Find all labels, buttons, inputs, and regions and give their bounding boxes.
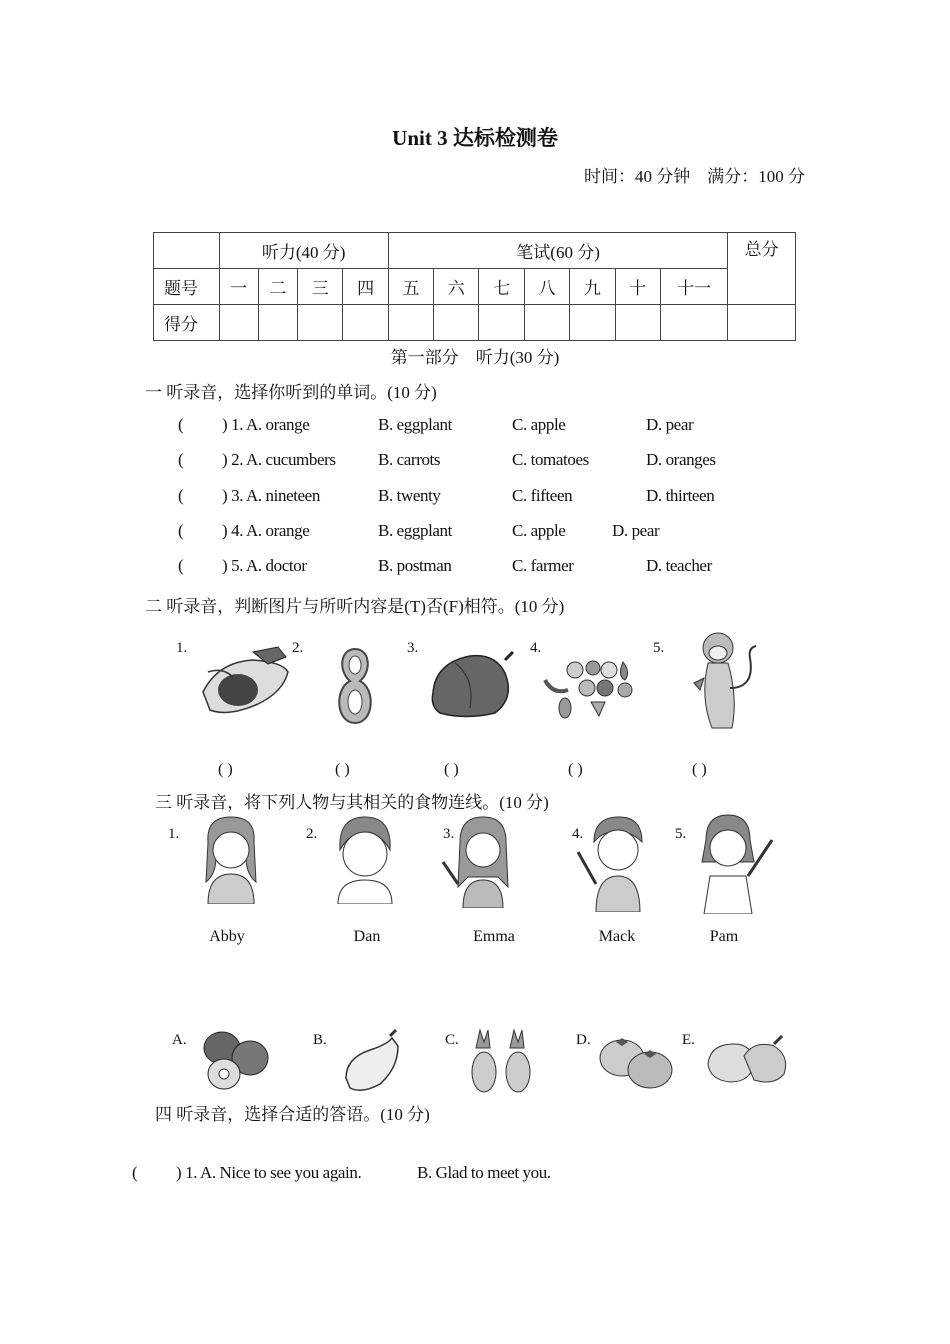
score-cell[interactable]	[660, 305, 728, 341]
score-cell[interactable]	[479, 305, 524, 341]
col-number: 四	[343, 269, 388, 305]
person-label: 5.	[675, 826, 687, 842]
eggplant-illustration	[340, 1028, 404, 1094]
person-label: 4.	[572, 826, 584, 842]
section4-heading: 四 听录音，选择合适的答语。(10 分)	[155, 1105, 430, 1124]
picture-label: 2.	[292, 640, 304, 656]
option-d: D. teacher	[646, 556, 712, 575]
person-name: Abby	[209, 928, 245, 945]
row-label-score: 得分	[154, 305, 220, 341]
option-d: D. pear	[646, 415, 694, 434]
option-d: D. oranges	[646, 450, 716, 469]
answer-blank[interactable]: ( )	[568, 761, 583, 778]
option-a: ) 3. A. nineteen	[222, 486, 320, 505]
answer-blank[interactable]: ( )	[218, 761, 233, 778]
option-d: D. thirteen	[646, 486, 715, 505]
girl-pam-illustration	[688, 810, 778, 914]
person-name: Emma	[473, 928, 515, 945]
boy-mack-illustration	[574, 812, 646, 912]
picture-label: 5.	[653, 640, 665, 656]
score-cell[interactable]	[728, 305, 796, 341]
answer-paren[interactable]: (	[178, 521, 184, 540]
option-c: C. apple	[512, 521, 566, 540]
answer-blank[interactable]: ( )	[444, 761, 459, 778]
person-name: Dan	[353, 928, 381, 945]
food-label: E.	[682, 1032, 695, 1048]
tomato-illustration	[598, 1034, 676, 1090]
food-label: C.	[445, 1032, 459, 1048]
col-number: 九	[570, 269, 615, 305]
section3-heading: 三 听录音，将下列人物与其相关的食物连线。(10 分)	[155, 793, 549, 812]
listening-header: 听力(40 分)	[219, 233, 388, 269]
writing-header: 笔试(60 分)	[388, 233, 728, 269]
score-cell[interactable]	[388, 305, 433, 341]
person-label: 1.	[168, 826, 180, 842]
col-number: 五	[388, 269, 433, 305]
option-a: ) 5. A. doctor	[222, 556, 307, 575]
option-c: C. apple	[512, 415, 566, 434]
monkey-illustration	[690, 628, 760, 736]
food-label: D.	[576, 1032, 591, 1048]
green-pepper-food-illustration	[704, 1034, 790, 1086]
score-cell[interactable]	[615, 305, 660, 341]
score-table	[153, 232, 796, 341]
number-eight-illustration	[330, 645, 380, 727]
option-c: C. farmer	[512, 556, 574, 575]
option-d: D. pear	[612, 521, 660, 540]
option-b: B. eggplant	[378, 521, 452, 540]
food-label: B.	[313, 1032, 327, 1048]
picture-label: 1.	[176, 640, 188, 656]
score-cell[interactable]	[524, 305, 569, 341]
option-c: C. tomatoes	[512, 450, 589, 469]
option-b: B. Glad to meet you.	[417, 1163, 551, 1182]
person-name: Pam	[709, 928, 739, 945]
score-cell[interactable]	[219, 305, 258, 341]
section1-heading: 一 听录音，选择你听到的单词。(10 分)	[145, 383, 437, 402]
kiwi-illustration	[200, 1028, 270, 1092]
option-a: ) 1. A. orange	[222, 415, 310, 434]
boy-dan-illustration	[330, 812, 400, 904]
answer-paren[interactable]: (	[132, 1163, 138, 1182]
answer-paren[interactable]: (	[178, 450, 184, 469]
option-b: B. eggplant	[378, 415, 452, 434]
option-a: ) 4. A. orange	[222, 521, 310, 540]
score-cell[interactable]	[343, 305, 388, 341]
exam-meta: 时间：40 分钟 满分：100 分	[584, 167, 805, 186]
col-number: 七	[479, 269, 524, 305]
girl-abby-illustration	[196, 812, 266, 904]
answer-paren[interactable]: (	[178, 556, 184, 575]
girl-emma-illustration	[438, 812, 522, 908]
fruits-illustration	[543, 650, 638, 722]
pineapple-illustration	[468, 1028, 538, 1094]
picture-label: 3.	[407, 640, 419, 656]
col-number: 一	[219, 269, 258, 305]
score-cell[interactable]	[434, 305, 479, 341]
option-b: B. carrots	[378, 450, 441, 469]
row-label-number: 题号	[154, 269, 220, 305]
option-b: B. postman	[378, 556, 452, 575]
food-label: A.	[172, 1032, 187, 1048]
col-number: 三	[298, 269, 343, 305]
answer-blank[interactable]: ( )	[692, 761, 707, 778]
score-cell[interactable]	[570, 305, 615, 341]
col-number: 二	[258, 269, 297, 305]
food-illustration-1	[198, 642, 293, 720]
person-label: 2.	[306, 826, 318, 842]
section2-heading: 二 听录音，判断图片与所听内容是(T)否(F)相符。(10 分)	[145, 597, 565, 616]
total-header: 总分	[728, 233, 796, 305]
option-a: ) 1. A. Nice to see you again.	[176, 1163, 362, 1182]
page-title: Unit 3 达标检测卷	[392, 126, 558, 150]
col-number: 十	[615, 269, 660, 305]
part-heading: 第一部分 听力(30 分)	[390, 348, 560, 367]
score-cell[interactable]	[298, 305, 343, 341]
option-b: B. twenty	[378, 486, 441, 505]
col-number: 八	[524, 269, 569, 305]
answer-paren[interactable]: (	[178, 486, 184, 505]
option-a: ) 2. A. cucumbers	[222, 450, 336, 469]
answer-paren[interactable]: (	[178, 415, 184, 434]
person-name: Mack	[598, 928, 636, 945]
answer-blank[interactable]: ( )	[335, 761, 350, 778]
col-number: 六	[434, 269, 479, 305]
option-c: C. fifteen	[512, 486, 573, 505]
picture-label: 4.	[530, 640, 542, 656]
person-label: 3.	[443, 826, 455, 842]
score-cell[interactable]	[258, 305, 297, 341]
col-number: 十一	[660, 269, 728, 305]
green-pepper-illustration	[425, 648, 520, 720]
